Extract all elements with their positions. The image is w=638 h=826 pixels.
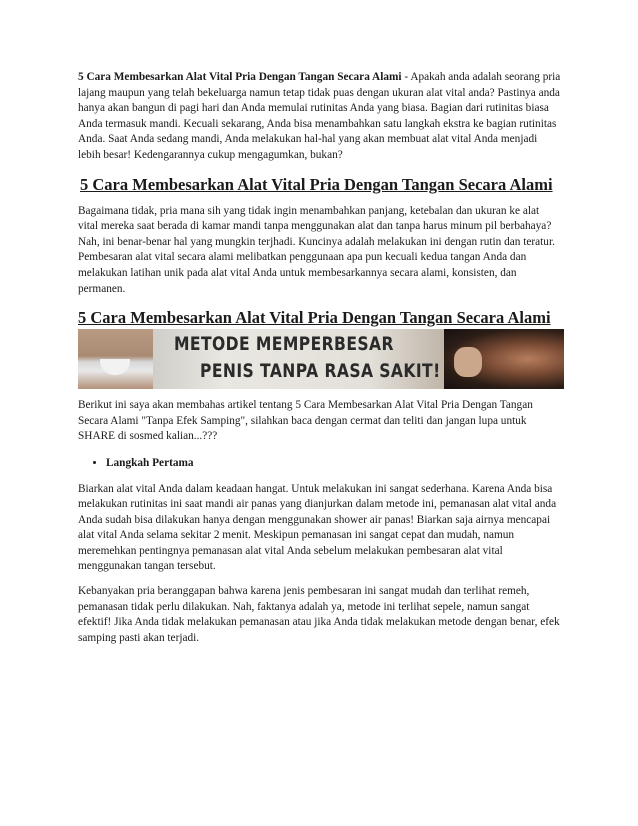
intro-text: - Apakah anda adalah seorang pria lajang maupun yang telah bekeluarga namun tetap tidak puas dengan ukuran alat vital anda? Pastinya anda hanya akan bangun di pagi hari dan Anda memulai rutinitas Anda yang biasa. Bagian dari rutinitas biasa Anda termasuk mandi. Kecuali sekarang, Anda bisa menambahkan satu langkah ekstra ke bagian rutinitas Anda. Saat Anda sedang mandi, Anda melakukan hal-hal yang akan membuat alat vital Anda menjadi lebih besar! Kedengarannya cukup mengagumkan, bukan? <box>78 71 561 161</box>
banner-line-1: METODE MEMPERBESAR <box>174 333 394 356</box>
bullet-list <box>78 456 562 472</box>
paragraph-2: Biarkan alat vital Anda dalam keadaan hangat. Untuk melakukan ini sangat sederhana. Karena Anda bisa melakukan rutinitas ini saat mandi air panas yang dianjurkan dalam metode ini, pemanasan alat vital anda Anda sudah bisa dilakukan hanya dengan menggunakan shower air panas! Biarkan saja airnya mencapai alat vital Anda selama sekitar 2 menit. Meskipun pemanasan ini sangat cepat dan mudah, namun meremehkan pentingnya pemanasan alat vital Anda sebelum melakukan pembesaran alat vital menggunakan tangan tersebut. <box>78 482 557 573</box>
heading-2: 5 Cara Membesarkan Alat Vital Pria Dengan Tangan Secara Alami <box>78 308 551 328</box>
paragraph-after-banner: Berikut ini saya akan membahas artikel tentang 5 Cara Membesarkan Alat Vital Pria Dengan Tangan Secara Alami "Tanpa Efek Samping", silahkan baca dengan cermat dan teliti dan jangan lupa untuk SHARE di sosmed kalian...??? <box>78 399 533 443</box>
intro-bold-title: 5 Cara Membesarkan Alat Vital Pria Dengan Tangan Secara Alami <box>78 71 402 83</box>
banner-man-photo <box>78 329 153 389</box>
paragraph-1: Bagaimana tidak, pria mana sih yang tidak ingin menambahkan panjang, ketebalan dan ukuran ke alat vital mereka saat berada di kamar mandi tanpa menggunakan alat dan tanpa harus minum pil berbahaya? Nah, ini benar-benar hal yang mungkin terjhadi. Kuncinya adalah melakukan ini dengan rutin dan teratur. Pembesaran alat vital secara alami melibatkan penggunaan apa pun kecuali kedua tangan Anda dan melakukan latihan unik pada alat vital Anda untuk membesarkannya secara alami, konsisten, dan permanen. <box>78 204 555 295</box>
bullet-item: • Langkah Pertama <box>106 456 562 472</box>
paragraph-3: Kebanyakan pria beranggapan bahwa karena jenis pembesaran ini sangat mudah dan terlihat remeh, pemanasan tidak perlu dilakukan. Nah, faktanya adalah ya, metode ini terlihat sepele, namun sangat efektif! Jika Anda tidak melakukan pemanasan atau jika Anda tidak melakukan metode dengan benar, efek samping pasti akan terjadi. <box>78 585 560 644</box>
document-page <box>78 70 562 646</box>
banner-image <box>78 329 564 389</box>
intro-paragraph <box>78 70 562 164</box>
banner-line-2: PENIS TANPA RASA SAKIT! <box>200 360 441 383</box>
banner-woman-photo <box>444 329 564 389</box>
heading-1: 5 Cara Membesarkan Alat Vital Pria Dengan Tangan Secara Alami <box>80 174 553 194</box>
